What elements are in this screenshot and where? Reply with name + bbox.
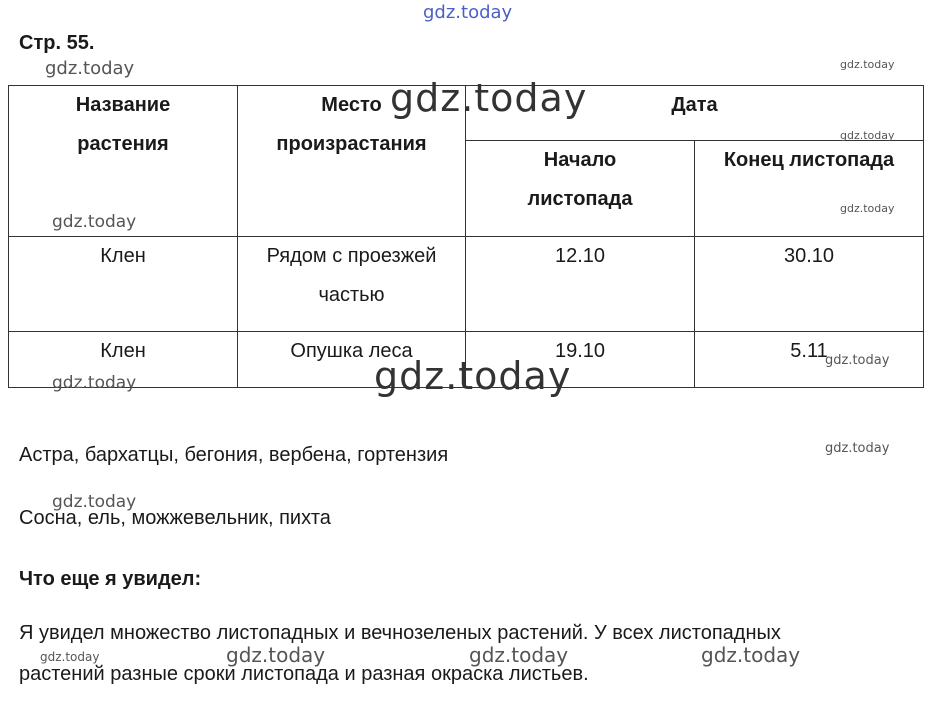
watermark: gdz.today: [469, 643, 569, 667]
cell-place: Рядом с проезжей частью: [238, 237, 466, 332]
watermark: gdz.today: [840, 129, 895, 142]
cell-plant: Клен: [9, 237, 238, 332]
cell-start: 12.10: [466, 237, 695, 332]
cell-end: 5.11: [695, 332, 924, 388]
watermark: gdz.today: [825, 353, 890, 368]
cell-plant: Клен: [9, 332, 238, 388]
conifers-list: Сосна, ель, можжевельник, пихта: [19, 507, 331, 529]
page-title: Стр. 55.: [19, 32, 95, 54]
header-leaf-fall-start: Начало листопада: [466, 141, 695, 237]
cell-end: 30.10: [695, 237, 924, 332]
flowers-list: Астра, бархатцы, бегония, вербена, гортензия: [19, 444, 449, 466]
observation-table: [8, 85, 924, 388]
body-text-line-2: растений разные сроки листопада и разная окраска листьев.: [19, 663, 589, 685]
watermark: gdz.today: [40, 650, 100, 664]
body-text-line-1: Я увидел множество листопадных и вечнозеленых растений. У всех листопадных: [19, 622, 781, 644]
cell-place: Опушка леса: [238, 332, 466, 388]
watermark: gdz.today: [825, 441, 890, 456]
watermark: gdz.today: [390, 76, 588, 120]
section-heading: Что еще я увидел:: [19, 568, 202, 590]
watermark: gdz.today: [374, 354, 572, 398]
watermark: gdz.today: [45, 58, 135, 79]
watermark: gdz.today: [840, 202, 895, 215]
watermark: gdz.today: [226, 643, 326, 667]
watermark: gdz.today: [52, 492, 137, 512]
header-plant-name: Название растения: [9, 86, 238, 237]
watermark: gdz.today: [701, 643, 801, 667]
cell-start: 19.10: [466, 332, 695, 388]
watermark: gdz.today: [52, 373, 137, 393]
watermark: gdz.today: [840, 58, 895, 71]
header-growth-place: Место произрастания: [238, 86, 466, 237]
watermark: gdz.today: [423, 2, 513, 23]
header-leaf-fall-end: Конец листопада: [695, 141, 924, 237]
table-row: [9, 237, 924, 332]
watermark: gdz.today: [52, 212, 137, 232]
header-date: Дата: [466, 86, 924, 141]
